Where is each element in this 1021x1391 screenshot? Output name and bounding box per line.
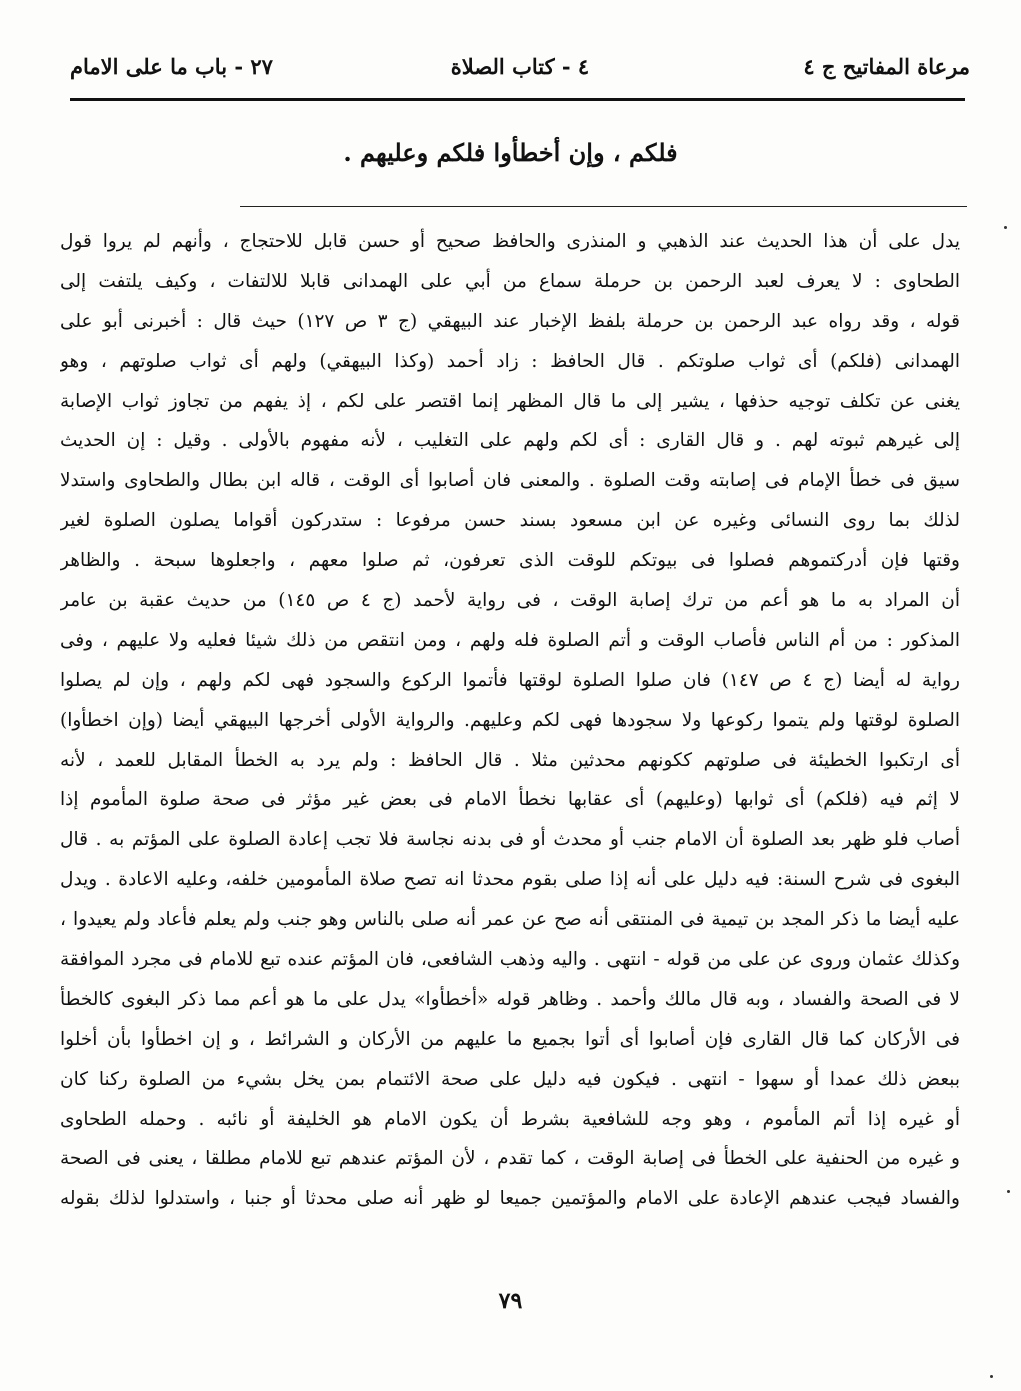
commentary-line: وكذلك عثمان وروى عن على من قوله - انتهى . واليه وذهب الشافعى، فان المؤتم عنده تبع للامام فى مجرد الموافقة <box>60 949 960 971</box>
running-header <box>70 50 970 90</box>
commentary-line: يدل على أن هذا الحديث عند الذهبي و المنذرى والحافظ صحيح أو حسن قابل للاحتجاج ، وأنهم لم يروا قول <box>60 231 960 252</box>
commentary-line: المذكور : من أم الناس فأصاب الوقت و أتم الصلوة فله ولهم ، ومن انتقص من ذلك شيئا فعليه ولا عليهم ، وفى <box>60 629 960 651</box>
commentary-line: أى ارتكبوا الخطيئة فى صلوتهم ككونهم محدثين مثلا . قال الحافظ : ولم يرد به الخطأ المقابل للعمد ، لأنه <box>60 749 960 771</box>
header-rule <box>70 98 965 101</box>
commentary-line: و غيره من الحنفية على الخطأ فى إصابة الوقت ، كما تقدم ، لأن المؤتم عندهم تبع للامام مطلقا ، يعنى فى الصحة <box>60 1148 960 1170</box>
commentary-line: رواية له أيضا (ج ٤ ص ١٤٧) فان صلوا الصلوة لوقتها فأتموا الركوع والسجود فهى لكم ولهم ، وإن لم يصلوا <box>60 669 960 691</box>
commentary-line: لذلك بما روى النسائى وغيره عن ابن مسعود بسند حسن مرفوعا : ستدركون أقواما يصلون الصلوة لغير <box>60 510 960 532</box>
commentary-line: الهمدانى (فلكم) أى ثواب صلوتكم . قال الحافظ : زاد أحمد (وكذا البيهقي) ولهم أى ثواب صلوتهم ، وهو <box>60 350 960 372</box>
commentary-line: البغوى فى شرح السنة: فيه دليل على أنه إذا صلى بقوم محدثا انه تصح صلاة المأمومين خلفه، وعليه الاعادة . ويدل <box>60 869 960 891</box>
commentary-line: الصلوة لوقتها ولم يتموا ركوعها ولا سجودها فهى لكم وعليهم. والرواية الأولى أخرجها البيهقي أيضا (وإن اخطأوا) <box>60 709 960 731</box>
commentary-line: أو غيره إذا أتم المأموم ، وهو وجه للشافعية بشرط أن يكون الامام هو الخليفة أو نائبه . وحمله الطحاوى <box>60 1108 960 1130</box>
commentary-line: والفساد فيجب عندهم الإعادة على الامام والمؤتمين جميعا لو ظهر أنه صلى محدثا أو جنبا ، واستدلوا لذلك بقوله <box>60 1188 960 1210</box>
commentary-line: الطحاوى : لا يعرف لعبد الرحمن بن حرملة سماع من أبي على الهمدانى قابلا للالتفات ، وكيف يلتفت إلى <box>60 270 960 292</box>
page-number: ٧٩ <box>498 1288 523 1314</box>
commentary-line: عليه أيضا ما ذكر المجد بن تيمية فى المنتقى أنه صح عن عمر أنه صلى بالناس وهو جنب ولم يعلم فأعاد ولم يعيدوا ، <box>60 909 960 931</box>
header-kitab: ٤ - كتاب الصلاة <box>450 54 590 79</box>
commentary-line: أصاب فلو ظهر بعد الصلوة أن الامام جنب أو محدث أو فى بدنه نجاسة فلا تجب إعادة الصلوة على المؤتم به . قال <box>60 829 960 851</box>
commentary-line: يغنى عن تكلف توجيه حذفها ، يشير إلى ما قال المظهر إنما اقتصر على لكم ، إذ يفهم من تجاوز ثواب الإصابة <box>60 390 960 412</box>
commentary-line: ببعض ذلك عمدا أو سهوا - انتهى . فيكون فيه دليل على صحة الائتمام بمن يخل بشيء من الصلوة ركنا كان <box>60 1068 960 1090</box>
commentary-line: سيق فى خطأ الإمام فى إصابته وقت الصلوة . والمعنى فان أصابوا أى الوقت ، قاله ابن بطال والطحاوى واستدلا <box>60 470 960 492</box>
commentary-separator <box>240 206 967 207</box>
commentary-line: إلى غيرهم ثبوته لهم . و قال القارى : أى لكم ولهم على التغليب ، لأنه مفهوم بالأولى . وقيل : إن الحديث <box>60 430 960 452</box>
commentary-line: قوله ، وقد رواه عبد الرحمن بن حرملة بلفظ الإخبار عند البيهقي (ج ٣ ص ١٢٧) حيث قال : أخبرنى أبو على <box>60 310 960 332</box>
header-book-title: مرعاة المفاتيح ج ٤ <box>803 54 970 79</box>
commentary-line: وقتها فإن أدركتموهم فصلوا فى بيوتكم للوقت الذى تعرفون، ثم صلوا معهم ، واجعلوها سبحة . والظاهر <box>60 550 960 572</box>
scan-speck <box>990 1375 993 1378</box>
scan-speck <box>1004 226 1007 229</box>
commentary-line: فى الأركان كما قال القارى فإن أصابوا أى أتوا بجميع ما عليهم من الأركان و الشرائط ، و إن اخطأوا بأن أخلوا <box>60 1028 960 1050</box>
scan-speck <box>1007 1190 1010 1193</box>
header-bab: ٢٧ - باب ما على الامام <box>70 54 273 79</box>
commentary-body <box>60 222 960 1219</box>
commentary-line: لا فى الصحة والفساد ، وبه قال مالك وأحمد . وظاهر قوله «أخطأوا» يدل على ما هو أعم مما ذكر البغوى كالخطأ <box>60 988 960 1010</box>
commentary-line: لا إثم فيه (فلكم) أى ثوابها (وعليهم) أى عقابها نخطأ الامام فى بعض غير مؤثر فى صحة صلوة المأموم إذا <box>60 789 960 811</box>
hadith-text: فلكم ، وإن أخطأوا فلكم وعليهم . <box>343 138 678 167</box>
commentary-line: أن المراد به ما هو أعم من ترك إصابة الوقت ، فى رواية لأحمد (ج ٤ ص ١٤٥) من حديث عقبة بن عامر <box>60 590 960 612</box>
